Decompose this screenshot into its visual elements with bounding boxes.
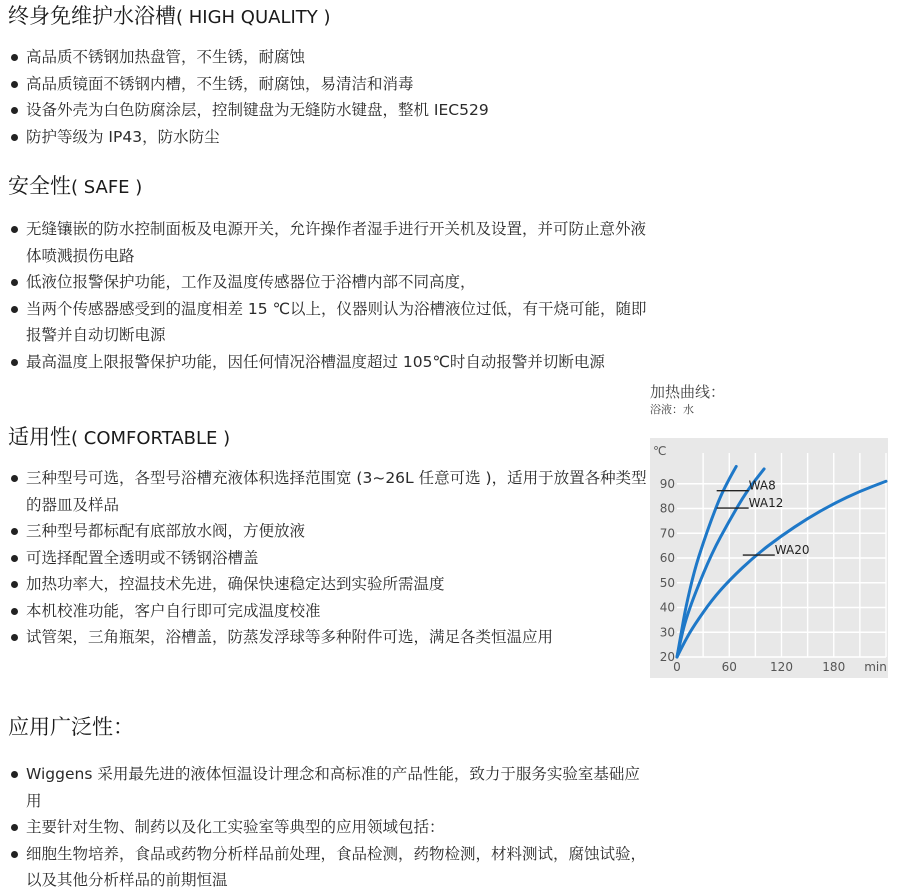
section-title: [8, 713, 648, 743]
list-item: 细胞生物培养，食品或药物分析样品前处理，食品检测，药物检测，材料测试，腐蚀试验，以及其他分析样品的前期恒温: [8, 841, 648, 894]
y-unit-label: ℃: [653, 444, 667, 458]
section-title-cn: 适用性: [8, 425, 71, 449]
chart-title: 加热曲线：: [650, 383, 726, 401]
list-item: 高品质不锈钢加热盘管，不生锈，耐腐蚀: [8, 44, 648, 71]
list-item: Wiggens 采用最先进的液体恒温设计理念和高标准的产品性能，致力于服务实验室基础应用: [8, 761, 648, 814]
y-tick-label: 50: [659, 575, 675, 590]
section-title-en: ( HIGH QUALITY ): [176, 7, 331, 28]
series-label-wa20: WA20: [774, 543, 810, 558]
list-item: 三种型号可选，各型号浴槽充液体积选择范围宽 (3~26L 任意可选 )，适用于放置各种类型的器皿及样品: [8, 465, 648, 518]
section-application: [8, 713, 648, 894]
section-title: [8, 423, 648, 453]
x-tick-label: 60: [721, 660, 737, 674]
list-item: 设备外壳为白色防腐涂层，控制键盘为无缝防水键盘，整机 IEC529: [8, 97, 648, 124]
section-comfortable: [8, 423, 648, 651]
list-item: 可选择配置全透明或不锈钢浴槽盖: [8, 545, 648, 572]
list-item: 三种型号都标配有底部放水阀，方便放液: [8, 518, 648, 545]
list-item: 无缝镶嵌的防水控制面板及电源开关，允许操作者湿手进行开关机及设置，并可防止意外液体喷溅损伤电路: [8, 216, 648, 269]
bullet-list: [8, 216, 648, 375]
y-tick-label: 70: [659, 526, 675, 541]
y-tick-label: 30: [659, 625, 675, 640]
x-tick-label: 0: [673, 660, 681, 674]
section-title-cn: 安全性: [8, 174, 71, 198]
x-tick-label: min: [864, 660, 887, 674]
x-tick-label: 180: [822, 660, 846, 674]
y-tick-label: 60: [659, 551, 675, 565]
bullet-list: [8, 465, 648, 651]
x-tick-label: 120: [770, 660, 793, 674]
section-title-cn: 终身免维护水浴槽: [8, 4, 176, 28]
list-item: 低液位报警保护功能，工作及温度传感器位于浴槽内部不同高度，: [8, 269, 648, 296]
y-tick-label: 80: [659, 501, 675, 516]
series-label-wa12: WA12: [748, 496, 784, 511]
section-title: [8, 172, 648, 202]
series-label-wa8: WA8: [748, 478, 776, 493]
list-item: 高品质镜面不锈钢内槽，不生锈，耐腐蚀，易清洁和消毒: [8, 71, 648, 98]
list-item: 本机校准功能，客户自行即可完成温度校准: [8, 598, 648, 625]
y-tick-label: 40: [659, 600, 675, 615]
chart-subtitle: 浴液：水: [650, 403, 694, 416]
bullet-list: [8, 761, 648, 894]
section-title-cn: 应用广泛性：: [8, 715, 134, 739]
section-title-en: ( COMFORTABLE ): [71, 428, 231, 449]
list-item: 主要针对生物、制药以及化工实验室等典型的应用领域包括：: [8, 814, 648, 841]
heating-curve-chart: [650, 438, 888, 678]
section-title-en: ( SAFE ): [71, 177, 143, 198]
y-tick-label: 90: [659, 476, 675, 491]
section-title: [8, 2, 648, 32]
section-high-quality: [8, 2, 648, 150]
list-item: 最高温度上限报警保护功能，因任何情况浴槽温度超过 105℃时自动报警并切断电源: [8, 349, 648, 376]
y-tick-label: 20: [659, 650, 675, 664]
bullet-list: [8, 44, 648, 150]
section-safe: [8, 172, 648, 375]
list-item: 防护等级为 IP43，防水防尘: [8, 124, 648, 151]
chart-caption: [650, 382, 725, 418]
list-item: 当两个传感器感受到的温度相差 15 ℃以上，仪器则认为浴槽液位过低，有干烧可能，随即报警并自动切断电源: [8, 296, 648, 349]
list-item: 试管架，三角瓶架，浴槽盖，防蒸发浮球等多种附件可选，满足各类恒温应用: [8, 624, 648, 651]
list-item: 加热功率大，控温技术先进，确保快速稳定达到实验所需温度: [8, 571, 648, 598]
